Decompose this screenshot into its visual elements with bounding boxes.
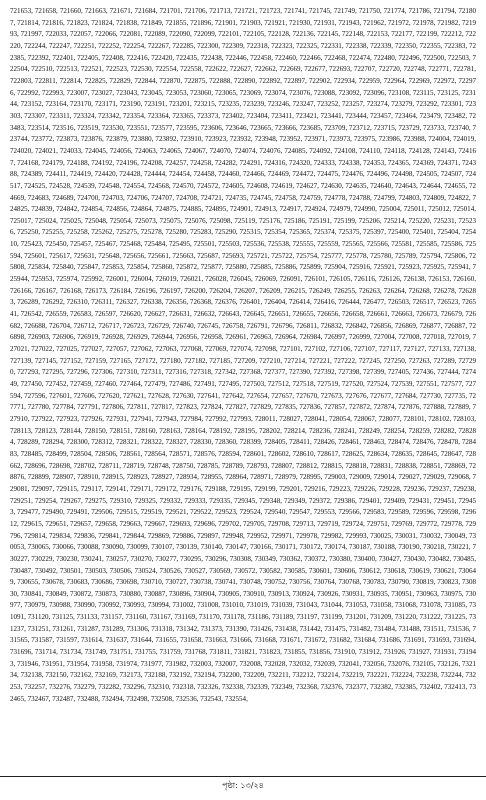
footer-divider (0, 776, 486, 777)
number-list-body: 721653, 721658, 721660, 721663, 721671, 721684, 721701, 721706, 721713, 721721, 721723, 721741, 721745, 721749, 721750, 721774, 721786, 721794, 721807, 721814, 721816, 721823, 721824, 721838, 721849, 721855, 721896, 721901, 721903, 721921, 721930, 721931, 721943, 721962, 721972, 721978, 721982, 721993, 721997, 722033, 722057, 722066, 722081, 722089, 722090, 722099, 722101, 722105, 722128, 722136, 722145, 722148, 722153, 722177, 722199, 722212, 722220, 722244, 722247, 722251, 722252, 722254, 722267, 722285, 722300, 722309, 722318, 722323, 722325, 722331, 722338, 722339, 722350, 722355, 722383, 722385, 722392, 722401, 722405, 722408, 722416, 722420, 722435, 722438, 722446, 722458, 722460, 722466, 722468, 722474, 722480, 722496, 722500, 722503, 722504, 722510, 722513, 722521, 722523, 722530, 722554, 722558, 722622, 722627, 722662, 722669, 722677, 722693, 722707, 722720, 722748, 722771, 722781, 722803, 722811, 722814, 722825, 722829, 722844, 722870, 722875, 722888, 722890, 722892, 722897, 722902, 722934, 722959, 722964, 722969, 722972, 722976, 722992, 722993, 723007, 723027, 723043, 723045, 723053, 723060, 723065, 723069, 723074, 723076, 723088, 723092, 723096, 723108, 723115, 723125, 723144, 723152, 723164, 723170, 723171, 723190, 723191, 723201, 723215, 723235, 723239, 723246, 723247, 723252, 723257, 723274, 723279, 723292, 723301, 723303, 723307, 723311, 723324, 723342, 723354, 723364, 723365, 723373, 723402, 723404, 723411, 723421, 723441, 723444, 723457, 723464, 723479, 723482, 723483, 723514, 723516, 723519, 723530, 723551, 723577, 723595, 723606, 723646, 723665, 723666, 723685, 723709, 723712, 723715, 723729, 723733, 723740, 723744, 723772, 723873, 723876, 723879, 723880, 723892, 723910, 723923, 723932, 723948, 723952, 723971, 723973, 723975, 723986, 723988, 724004, 724019, 724020, 724021, 724033, 724045, 724056, 724063, 724065, 724067, 724070, 724074, 724076, 724085, 724092, 724108, 724110, 724118, 724128, 724143, 724167, 724168, 724179, 724188, 724192, 724196, 724208, 724257, 724258, 724282, 724291, 724316, 724320, 724333, 724338, 724353, 724365, 724369, 724371, 724388, 724389, 724411, 724419, 724420, 724428, 724444, 724454, 724458, 724460, 724466, 724469, 724472, 724475, 724476, 724496, 724498, 724505, 724507, 724517, 724525, 724528, 724539, 724548, 724554, 724568, 724570, 724572, 724605, 724608, 724619, 724627, 724630, 724635, 724640, 724643, 724644, 724655, 724669, 724683, 724689, 724700, 724703, 724706, 724707, 724708, 724721, 724735, 724745, 724758, 724759, 724778, 724788, 724799, 724803, 724809, 724822, 724825, 724839, 724842, 724854, 724856, 724864, 724875, 724885, 724895, 724901, 724913, 724917, 724924, 724979, 724990, 725004, 725011, 725012, 725014, 725017, 725024, 725025, 725048, 725054, 725073, 725075, 725076, 725098, 725119, 725176, 725186, 725191, 725199, 725206, 725214, 725220, 725231, 725236, 725250, 725255, 725258, 725262, 725275, 725278, 725280, 725283, 725290, 725315, 725354, 725365, 725374, 725375, 725397, 725400, 725401, 725404, 725410, 725423, 725450, 725457, 725467, 725468, 725484, 725495, 725501, 725503, 725536, 725538, 725555, 725559, 725565, 725566, 725581, 725585, 725586, 725594, 725601, 725617, 725631, 725648, 725656, 725661, 725663, 725687, 725693, 725721, 725722, 725754, 725777, 725778, 725780, 725789, 725794, 725806, 725808, 725834, 725840, 725847, 725853, 725854, 725860, 725872, 725877, 725880, 725885, 725886, 725899, 725904, 725916, 725921, 725923, 725925, 725941, 725944, 725953, 725974, 725992, 726001, 726004, 726019, 726021, 726028, 726045, 726069, 726091, 726101, 726105, 726116, 726126, 726138, 726153, 726160, 726166, 726167, 726168, 726173, 726184, 726196, 726197, 726200, 726204, 726207, 726209, 726215, 726249, 726255, 726263, 726264, 726268, 726278, 726283, 726289, 726292, 726310, 726311, 726327, 726338, 726356, 726368, 726376, 726401, 726404, 726414, 726416, 726444, 726477, 726503, 726517, 726523, 726541, 726542, 726559, 726583, 726597, 726620, 726627, 726631, 726632, 726643, 726645, 726651, 726655, 726656, 726658, 726661, 726663, 726673, 726679, 726682, 726688, 726704, 726712, 726717, 726723, 726729, 726740, 726745, 726758, 726791, 726796, 726811, 726832, 726842, 726856, 726869, 726877, 726887, 726898, 726903, 726906, 726919, 726928, 726929, 726944, 726956, 726958, 726961, 726963, 726964, 726984, 726997, 726999, 727004, 727008, 727018, 727019, 727021, 727022, 727025, 727027, 727057, 727062, 727063, 727068, 727069, 727074, 727098, 727101, 727102, 727106, 727107, 727117, 727127, 727133, 727138, 727139, 727145, 727152, 727159, 727165, 727172, 727180, 727182, 727185, 727209, 727210, 727214, 727221, 727222, 727245, 727250, 727263, 727289, 727290, 727293, 727295, 727296, 727306, 727310, 727311, 727316, 727318, 727342, 727368, 727377, 727390, 727392, 727398, 727399, 727405, 727436, 727444, 727449, 727450, 727452, 727459, 727460, 727464, 727479, 727486, 727491, 727495, 727503, 727512, 727518, 727519, 727520, 727524, 727539, 727551, 727577, 727594, 727596, 727601, 727606, 727620, 727621, 727628, 727630, 727641, 727642, 727654, 727657, 727670, 727673, 727676, 727677, 727684, 727730, 727735, 727771, 727780, 727784, 727791, 727806, 727811, 727817, 727823, 727824, 727827, 727829, 727835, 727836, 727857, 727872, 727874, 727876, 727888, 727889, 727910, 727922, 727923, 727926, 727931, 727941, 727943, 727984, 727992, 727993, 728011, 728027, 728041, 728054, 728067, 728077, 728101, 728102, 728103, 728113, 728123, 728144, 728150, 728151, 728160, 728163, 728164, 728192, 728195, 728202, 728214, 728236, 728241, 728249, 728254, 728259, 728282, 728284, 728289, 728294, 728300, 728312, 728321, 728322, 728327, 728330, 728360, 728399, 728405, 728411, 728426, 728461, 728463, 728474, 728476, 728478, 728483, 728485, 728499, 728504, 728506, 728561, 728564, 728571, 728576, 728594, 728601, 728602, 728610, 728617, 728625, 728634, 728635, 728645, 728647, 728662, 728696, 728698, 728702, 728711, 728719, 728748, 728750, 728785, 728789, 728793, 728807, 728812, 728815, 728818, 728831, 728838, 728851, 728869, 728876, 728899, 728907, 728910, 728915, 728923, 728927, 728934, 728955, 728964, 728971, 728979, 728995, 729003, 729009, 729014, 729027, 729029, 729068, 729081, 729097, 729115, 729117, 729141, 729171, 729172, 729176, 729188, 729195, 729199, 729201, 729216, 729223, 729226, 729228, 729236, 729237, 729238, 729251, 729254, 729267, 729275, 729310, 729325, 729332, 729333, 729335, 729345, 729348, 729349, 729372, 729386, 729401, 729409, 729431, 729451, 729453, 729477, 729490, 729491, 729506, 729515, 729519, 729521, 729522, 729523, 729524, 729540, 729547, 729553, 729566, 729583, 729589, 729596, 729598, 729612, 729615, 729651, 729657, 729658, 729663, 729667, 729693, 729696, 729702, 729705, 729708, 729713, 729719, 729724, 729751, 729769, 729772, 729778, 729796, 729814, 729834, 729836, 729841, 729844, 729869, 729886, 729897, 729948, 729952, 729971, 729978, 729982, 729993, 730025, 730031, 730032, 730049, 730053, 730065, 730066, 730088, 730090, 730099, 730107, 730139, 730140, 730147, 730166, 730171, 730172, 730174, 730187, 730188, 730190, 730218, 730221, 730227, 730229, 730230, 730241, 730257, 730270, 730277, 730295, 730296, 730308, 730349, 730362, 730372, 730380, 730400, 730427, 730430, 730482, 730485, 730487, 730492, 730501, 730503, 730506, 730524, 730526, 730527, 730569, 730572, 730582, 730585, 730601, 730606, 730612, 730618, 730619, 730621, 730649, 730655, 730678, 730683, 730686, 730698, 730710, 730727, 730738, 730741, 730748, 730752, 730756, 730764, 730768, 730783, 730790, 730819, 730823, 730830, 730841, 730849, 730872, 730873, 730880, 730887, 730896, 730904, 730905, 730910, 730913, 730924, 730926, 730931, 730935, 730951, 730963, 730975, 730977, 730979, 730988, 730990, 730992, 730993, 730994, 731002, 731008, 731010, 731019, 731039, 731043, 731044, 731053, 731058, 731068, 731078, 731085, 731091, 731120, 731125, 731133, 731157, 731160, 731167, 731169, 731170, 731178, 731186, 731189, 731197, 731199, 731201, 731209, 731220, 731222, 731225, 731237, 731251, 731261, 731287, 731289, 731306, 731318, 731342, 731373, 731390, 731426, 731438, 731442, 731475, 731482, 731484, 731488, 731511, 731536, 731565, 731587, 731597, 731614, 731637, 731644, 731655, 731658, 731663, 731666, 731668, 731671, 731672, 731682, 731684, 731686, 731691, 731693, 731694, 731696, 731714, 731734, 731749, 731751, 731755, 731759, 731768, 731811, 731821, 731823, 731855, 731856, 731910, 731912, 731926, 731927, 731931, 731943, 731946, 731951, 731954, 731958, 731974, 731977, 731982, 732003, 732007, 732008, 732028, 732032, 732039, 732041, 732056, 732076, 732105, 732126, 732134, 732138, 732150, 732162, 732169, 732173, 732188, 732192, 732194, 732200, 732209, 732211, 732212, 732214, 732219, 732221, 732224, 732238, 732244, 732253, 732257, 732276, 732279, 732282, 732296, 732310, 732318, 732326, 732338, 732339, 732349, 732368, 732376, 732377, 732382, 732385, 732402, 732413, 732465, 732467, 732487, 732488, 732494, 732498, 732508, 732536, 732543, 732554, (10, 7, 476, 703)
page-number-footer: পৃষ্ঠা: ১৩/২৪ (222, 781, 264, 790)
